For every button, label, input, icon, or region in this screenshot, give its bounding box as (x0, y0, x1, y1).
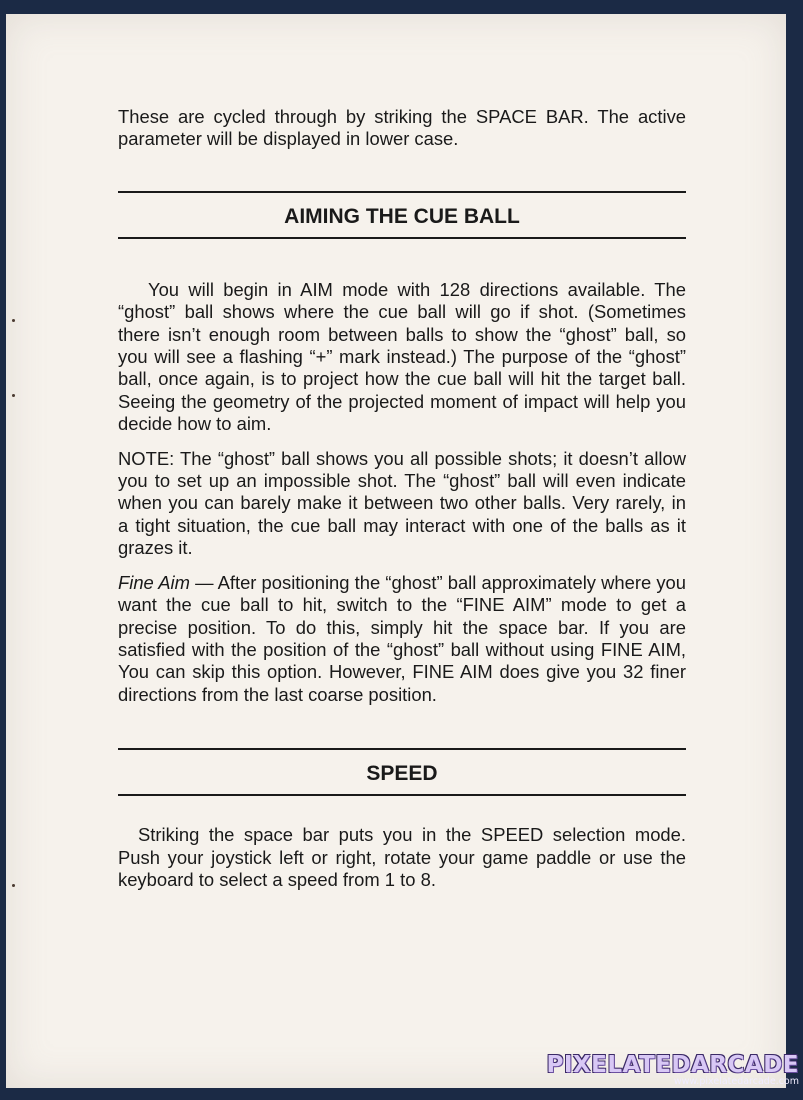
binding-hole-mark (12, 884, 15, 887)
intro-paragraph: These are cycled through by striking the SPACE BAR. The active parameter will be displayed in lower case. (118, 106, 686, 150)
aiming-heading: AIMING THE CUE BALL (284, 204, 520, 228)
watermark (546, 1052, 799, 1087)
manual-page (6, 14, 786, 1088)
fine-aim-term: Fine Aim (118, 571, 190, 593)
speed-section (118, 796, 686, 891)
aiming-note-paragraph: NOTE: The “ghost” ball shows you all possible shots; it doesn’t allow you to set up an impossible shot. The “ghost” ball will even indicate when you can barely make it between two other balls. Very rarely, in a tight situation, the cue ball may interact with one of the balls as it grazes it. (118, 447, 686, 559)
binding-hole-mark (12, 394, 15, 397)
aiming-section (118, 239, 686, 706)
fine-aim-text: — After positioning the “ghost” ball approximately where you want the cue ball to hit, switch to the “FINE AIM” mode to get a precise position. To do this, simply hit the space bar. If you are satisfied with the position of the “ghost” ball without using FINE AIM, You can skip this option. However, FINE AIM does give you 32 finer directions from the last coarse position. (118, 571, 687, 705)
binding-hole-mark (12, 319, 15, 322)
speed-paragraph: Striking the space bar puts you in the SPEED selection mode. Push your joystick left or right, rotate your game paddle or use the keyboard to select a speed from 1 to 8. (118, 824, 686, 890)
watermark-logo: PIXELATEDARCADE (546, 1052, 799, 1078)
fine-aim-paragraph (118, 572, 686, 706)
page-content (118, 106, 686, 891)
speed-heading: SPEED (366, 762, 438, 786)
aiming-paragraph-1: You will begin in AIM mode with 128 directions available. The “ghost” ball shows where the cue ball will go if shot. (Sometimes there isn’t enough room between balls to show the “ghost” ball, so you will see a flashing “+” mark instead.) The purpose of the “ghost” ball, once again, is to project how the cue ball will hit the target ball. Seeing the geometry of the projected moment of impact will help you decide how to aim. (118, 278, 686, 435)
watermark-url: www.pixelatedarcade.com (673, 1076, 799, 1087)
